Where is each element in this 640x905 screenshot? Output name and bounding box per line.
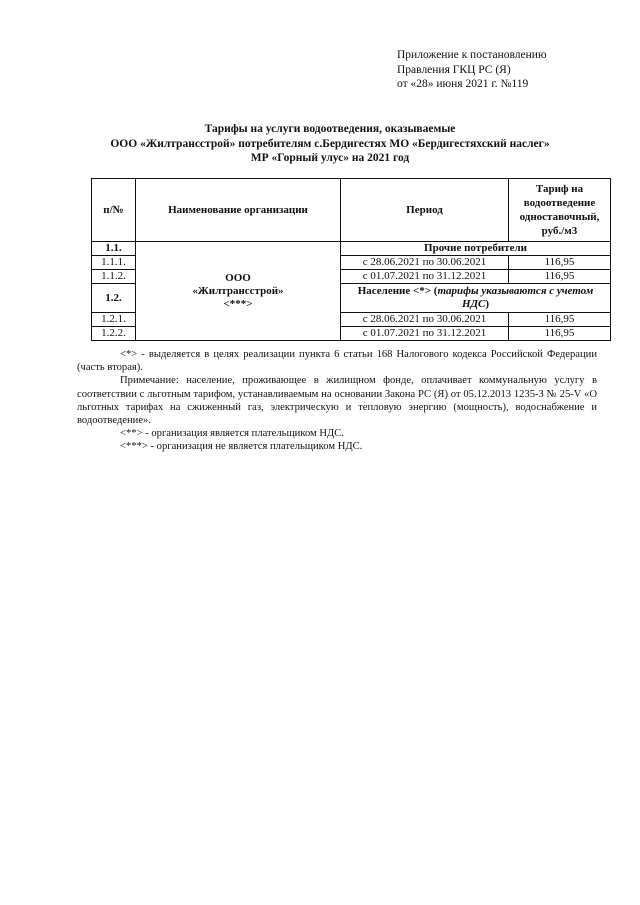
row-tariff: 116,95 bbox=[509, 256, 611, 270]
tariff-table bbox=[91, 178, 611, 341]
title-line-3: МР «Горный улус» на 2021 год bbox=[250, 152, 410, 165]
organization-cell bbox=[136, 242, 341, 341]
approval-block bbox=[397, 48, 547, 92]
footnote-not-vat-payer: <***> - организация не является плательщиком НДС. bbox=[120, 441, 363, 453]
organization-line-2: «Жилтрансстрой» bbox=[192, 284, 284, 297]
footnote-remark: Примечание: население, проживающее в жилищном фонде, оплачивает коммунальную услугу в соответствии с льготным тарифом, устанавливаемым на основании Закона РС (Я) от 05.12.2013 1235-З № 25-V «О льготных тарифах на сжиженный газ, электрическую и тепловую энергию (мощность), водоснабжение и водоотведение». bbox=[77, 375, 597, 427]
row-period: с 01.07.2021 по 31.12.2021 bbox=[341, 270, 509, 284]
row-period: с 01.07.2021 по 31.12.2021 bbox=[341, 327, 509, 341]
row-number: 1.1.1. bbox=[92, 256, 136, 270]
row-number: 1.1.2. bbox=[92, 270, 136, 284]
table-header-row bbox=[92, 179, 611, 242]
row-number: 1.2.1. bbox=[92, 313, 136, 327]
row-tariff: 116,95 bbox=[509, 313, 611, 327]
approval-line-2: Правления ГКЦ РС (Я) bbox=[397, 63, 511, 76]
row-period: с 28.06.2021 по 30.06.2021 bbox=[341, 313, 509, 327]
title-line-2: ООО «Жилтрансстрой» потребителям с.Бердигестях МО «Бердигестяхский наслег» bbox=[110, 137, 550, 150]
group-number: 1.1. bbox=[92, 242, 136, 256]
footnotes bbox=[77, 348, 597, 454]
table-row bbox=[92, 242, 611, 256]
group-label: Прочие потребители bbox=[341, 242, 611, 256]
footnote-vat-population: <*> - выделяется в целях реализации пункта 6 статьи 168 Налогового кодекса Российской Федерации (часть вторая). bbox=[77, 349, 597, 374]
organization-line-3: <***> bbox=[223, 297, 253, 310]
group-label-prefix: Население <*> ( bbox=[357, 285, 438, 297]
title-line-1: Тарифы на услуги водоотведения, оказываемые bbox=[204, 123, 456, 135]
header-num: п/№ bbox=[92, 179, 136, 242]
approval-line-3: от «28» июня 2021 г. №119 bbox=[397, 78, 529, 91]
group-label bbox=[341, 284, 611, 313]
organization-line-1: ООО bbox=[225, 271, 251, 284]
header-tariff: Тариф на водоотведение одноставочный, руб./м3 bbox=[509, 179, 611, 242]
document-title bbox=[60, 122, 600, 166]
group-label-suffix: ) bbox=[485, 298, 490, 310]
header-organization: Наименование организации bbox=[136, 179, 341, 242]
row-tariff: 116,95 bbox=[509, 270, 611, 284]
row-period: с 28.06.2021 по 30.06.2021 bbox=[341, 256, 509, 270]
row-number: 1.2.2. bbox=[92, 327, 136, 341]
approval-line-1: Приложение к постановлению bbox=[397, 49, 547, 61]
group-label-italic: тарифы указываются с учетом НДС bbox=[437, 285, 594, 310]
header-period: Период bbox=[341, 179, 509, 242]
footnote-vat-payer: <**> - организация является плательщиком НДС. bbox=[120, 428, 344, 440]
row-tariff: 116,95 bbox=[509, 327, 611, 341]
group-number: 1.2. bbox=[92, 284, 136, 313]
